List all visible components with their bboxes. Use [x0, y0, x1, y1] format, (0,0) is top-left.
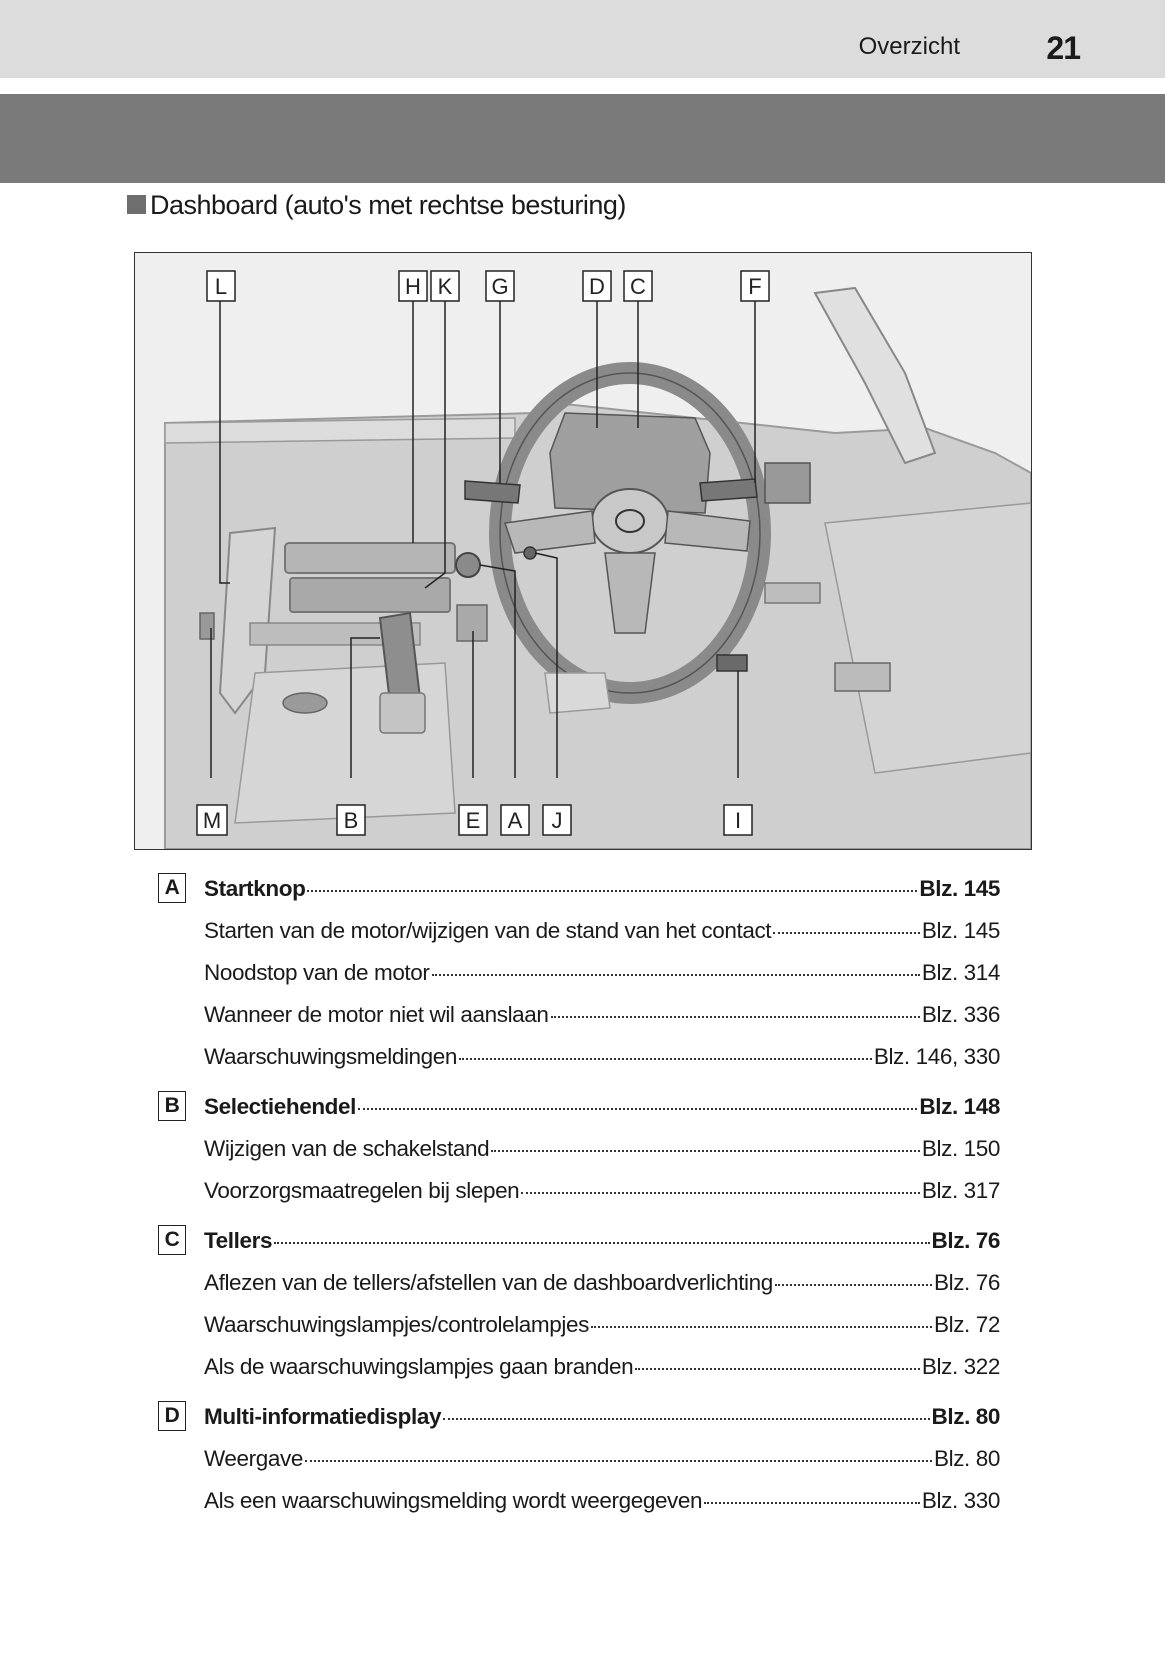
callout-M — [197, 805, 227, 835]
entry-letter-badge: A — [158, 873, 186, 903]
entry-row — [158, 1220, 1000, 1262]
page-reference: Blz. 317 — [921, 1178, 1000, 1203]
callout-I — [724, 805, 752, 835]
entry-sub-row — [158, 1438, 1000, 1480]
callout-A — [501, 805, 529, 835]
entry-subtitle: Voorzorgsmaatregelen bij slepen — [204, 1178, 520, 1203]
section-name: Overzicht — [858, 33, 960, 60]
entry-sub-row — [158, 1128, 1000, 1170]
entry-subtitle: Aflezen van de tellers/afstellen van de dashboardverlichting — [204, 1270, 773, 1295]
entry-group-b — [158, 1086, 1000, 1212]
callout-F — [741, 271, 769, 301]
entry-letter-badge: C — [158, 1225, 186, 1255]
svg-text:G: G — [491, 274, 509, 299]
page-reference: Blz. 80 — [931, 1404, 1000, 1429]
page-reference: Blz. 148 — [919, 1094, 1000, 1119]
entry-sub-row — [158, 1346, 1000, 1388]
callout-B — [337, 805, 365, 835]
page-reference: Blz. 150 — [921, 1136, 1000, 1161]
entry-sub-row — [158, 1480, 1000, 1522]
svg-text:F: F — [748, 274, 762, 299]
heading-text: Dashboard (auto's met rechtse besturing) — [150, 190, 626, 220]
entry-list — [158, 868, 1000, 1530]
entry-subtitle: Noodstop van de motor — [204, 960, 430, 985]
svg-text:C: C — [630, 274, 646, 299]
page-reference: Blz. 145 — [921, 918, 1000, 943]
page-reference: Blz. 336 — [921, 1002, 1000, 1027]
entry-subtitle: Als een waarschuwingsmelding wordt weergegeven — [204, 1488, 703, 1513]
entry-subtitle: Weergave — [204, 1446, 303, 1471]
entry-row — [158, 1396, 1000, 1438]
svg-text:H: H — [405, 274, 421, 299]
entry-letter-badge: D — [158, 1401, 186, 1431]
callout-L — [207, 271, 235, 301]
page-header — [0, 0, 1165, 78]
page-number: 21 — [1046, 30, 1080, 66]
entry-title: Tellers — [204, 1228, 273, 1253]
entry-subtitle: Waarschuwingsmeldingen — [204, 1044, 457, 1069]
entry-subtitle: Als de waarschuwingslampjes gaan branden — [204, 1354, 634, 1379]
callout-C — [624, 271, 652, 301]
heading-square-icon — [127, 195, 146, 214]
callout-E — [459, 805, 487, 835]
entry-sub-row — [158, 1304, 1000, 1346]
callout-H — [399, 271, 427, 301]
page-reference: Blz. 80 — [934, 1446, 1000, 1471]
entry-subtitle: Wijzigen van de schakelstand — [204, 1136, 490, 1161]
page-reference: Blz. 76 — [931, 1228, 1000, 1253]
page-reference: Blz. 72 — [934, 1312, 1000, 1337]
entry-title: Multi-informatiedisplay — [204, 1404, 442, 1429]
entry-sub-row — [158, 1036, 1000, 1078]
entry-row — [158, 1086, 1000, 1128]
entry-sub-row — [158, 1262, 1000, 1304]
entry-subtitle: Waarschuwingslampjes/controlelampjes — [204, 1312, 589, 1337]
entry-row — [158, 868, 1000, 910]
header-banner — [0, 94, 1165, 183]
svg-text:B: B — [343, 808, 359, 833]
dashboard-illustration — [134, 252, 1032, 850]
callout-G — [486, 271, 514, 301]
callout-D — [583, 271, 611, 301]
dashboard-drawing — [135, 253, 1031, 849]
svg-text:E: E — [465, 808, 481, 833]
svg-text:M: M — [202, 808, 222, 833]
page-reference: Blz. 330 — [921, 1488, 1000, 1513]
entry-subtitle: Starten van de motor/wijzigen van de stand van het contact — [204, 918, 772, 943]
svg-text:K: K — [437, 274, 453, 299]
entry-group-c — [158, 1220, 1000, 1388]
page-reference: Blz. 146, 330 — [873, 1044, 1000, 1069]
page-reference: Blz. 145 — [919, 876, 1000, 901]
entry-sub-row — [158, 910, 1000, 952]
page-reference: Blz. 322 — [921, 1354, 1000, 1379]
entry-group-a — [158, 868, 1000, 1078]
entry-subtitle: Wanneer de motor niet wil aanslaan — [204, 1002, 549, 1027]
svg-text:J: J — [551, 808, 563, 833]
entry-title: Startknop — [204, 876, 306, 901]
callout-J — [543, 805, 571, 835]
svg-text:A: A — [507, 808, 523, 833]
page-reference: Blz. 314 — [921, 960, 1000, 985]
entry-group-d — [158, 1396, 1000, 1522]
page-reference: Blz. 76 — [934, 1270, 1000, 1295]
section-heading — [127, 190, 626, 221]
entry-sub-row — [158, 952, 1000, 994]
svg-text:L: L — [214, 274, 228, 299]
entry-sub-row — [158, 1170, 1000, 1212]
svg-text:I: I — [734, 808, 742, 833]
entry-sub-row — [158, 994, 1000, 1036]
svg-text:D: D — [589, 274, 605, 299]
entry-title: Selectiehendel — [204, 1094, 356, 1119]
callout-K — [431, 271, 459, 301]
entry-letter-badge: B — [158, 1091, 186, 1121]
